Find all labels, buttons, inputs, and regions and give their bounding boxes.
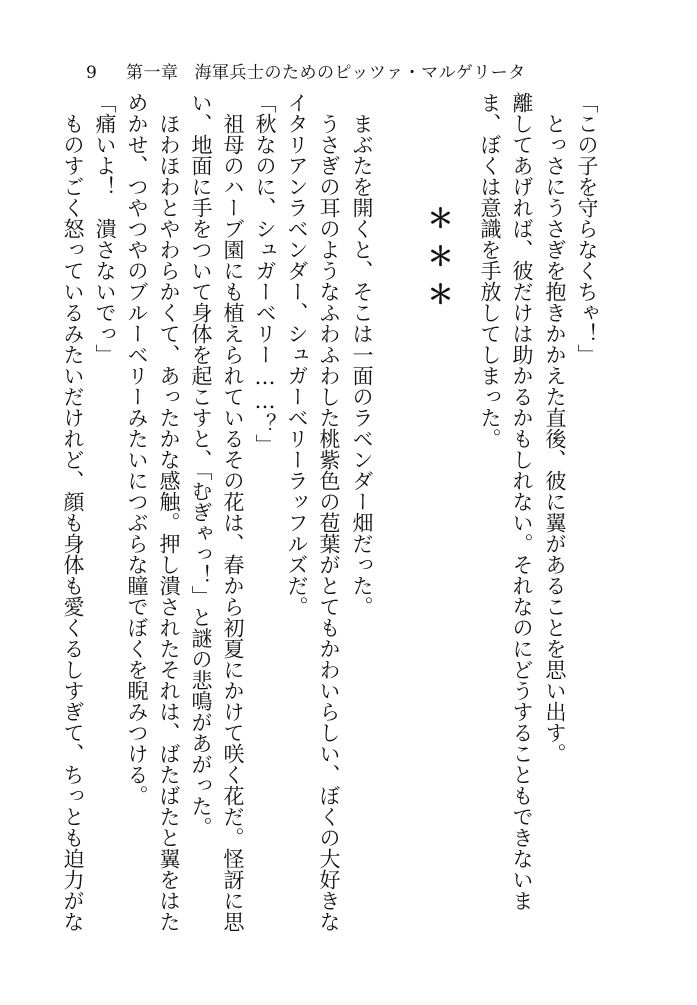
running-header [86,58,526,83]
text-line-14: ほわほわとやわらかくて、あったかな感触。押し潰されたそれは、ばたばたと翼をはた [157,92,181,932]
text-line-1: 「この子を守らなくちゃ！」 [575,92,599,365]
text-line-3: 離してあげれば、彼だけは助かるかもしれない。それなのにどうすることもできないま [510,92,534,911]
text-line-15: めかせ、つやつやのブルーベリーみたいにつぶらな瞳でぼくを睨みつける。 [125,92,149,806]
text-line-10: イタリアンラベンダー、シュガーベリーラッフルズだ。 [285,92,309,617]
text-line-16: 「痛いよ！ 潰さないでっ」 [93,92,117,365]
text-line-12: 祖母のハーブ園にも植えられているその花は、春から初夏にかけて咲く花だ。怪訝に思 [221,92,245,932]
text-line-2: とっさにうさぎを抱きかかえた直後、彼に翼があることを思い出す。 [543,92,567,764]
section-break: ＊＊＊ [423,205,453,319]
text-line-8: まぶたを開くと、そこは一面のラベンダー畑だった。 [350,92,374,617]
chapter-title: 海軍兵士のためのピッツァ・マルゲリータ [194,63,526,83]
text-line-13: い、地面に手をついて身体を起こすと、「むぎゃっ！」と謎の悲鳴があがった。 [189,92,213,838]
text-line-9: うさぎの耳のようなふわふわした桃紫色の苞葉がとてもかわいらしい、ぼくの大好きな [317,92,341,932]
text-line-11: 「秋なのに、シュガーベリー……？」 [253,92,277,455]
page-number: 9 [86,63,98,83]
text-line-17: ものすごく怒っているみたいだけれど、顔も身体も愛くるしすぎて、ちっとも迫力がな [61,92,85,932]
chapter-label: 第一章 [126,63,179,83]
text-line-4: ま、ぼくは意識を手放してしまった。 [478,92,502,449]
